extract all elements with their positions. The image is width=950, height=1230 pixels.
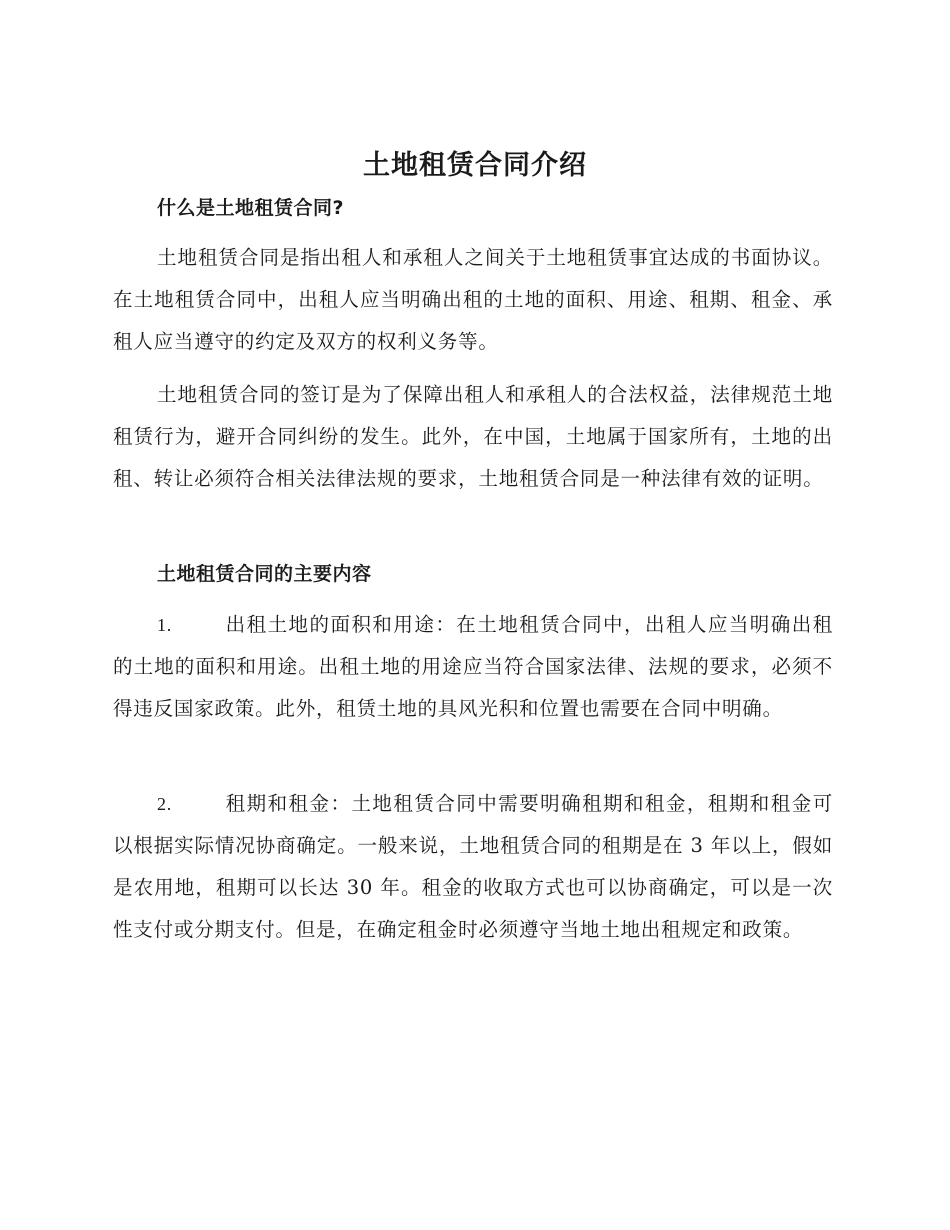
paragraph-definition: 土地租赁合同是指出租人和承租人之间关于土地租赁事宜达成的书面协议。在土地租赁合同中，出租人应当明确出租的土地的面积、用途、租期、租金、承租人应当遵守的约定及双方的权利义务等。	[113, 246, 833, 353]
list-item-text: 租期和租金：土地租赁合同中需要明确租期和租金，租期和租金可以根据实际情况协商确定。一般来说，土地租赁合同的租期是在 3 年以上，假如是农用地，租期可以长达 30 年。租金的收取方式也可以协商确定，可以是一次性支付或分期支付。但是，在确定租金时必须遵守当地土地出租规定和政策。	[113, 792, 833, 941]
paragraph-purpose: 土地租赁合同的签订是为了保障出租人和承租人的合法权益，法律规范土地租赁行为，避开合同纠纷的发生。此外，在中国，土地属于国家所有，土地的出租、转让必须符合相关法律法规的要求，土地租赁合同是一种法律有效的证明。	[113, 383, 833, 490]
section-heading-what-is: 什么是土地租赁合同?	[157, 197, 345, 219]
list-item-number: 1.	[157, 615, 173, 635]
list-item-text: 出租土地的面积和用途：在土地租赁合同中，出租人应当明确出租的土地的面积和用途。出租土地的用途应当符合国家法律、法规的要求，必须不得违反国家政策。此外，租赁土地的具风光积和位置也需要在合同中明确。	[113, 613, 833, 720]
document-title: 土地租赁合同介绍	[363, 150, 587, 181]
list-item	[113, 604, 833, 730]
list-item-number: 2.	[157, 794, 173, 814]
list-item	[113, 783, 833, 951]
section-heading-main-content: 土地租赁合同的主要内容	[157, 563, 372, 585]
